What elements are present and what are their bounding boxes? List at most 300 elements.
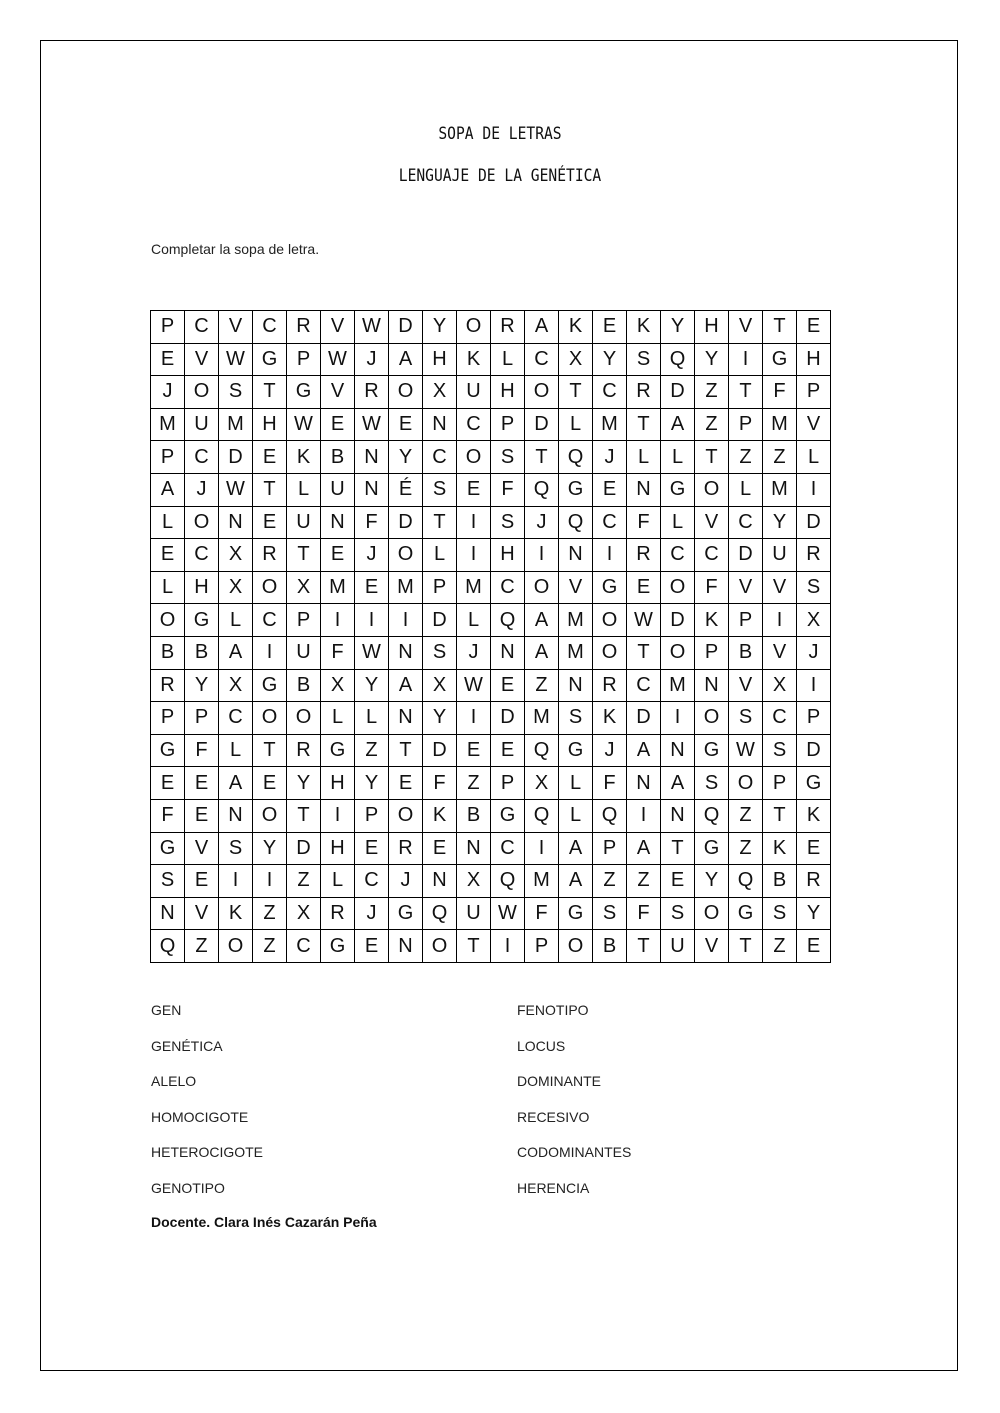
grid-cell[interactable]: O (525, 571, 559, 604)
grid-cell[interactable]: V (695, 506, 729, 539)
grid-cell[interactable]: Y (253, 832, 287, 865)
grid-cell[interactable]: L (661, 506, 695, 539)
grid-cell[interactable]: A (627, 734, 661, 767)
grid-cell[interactable]: X (287, 897, 321, 930)
grid-cell[interactable]: W (355, 311, 389, 344)
grid-cell[interactable]: D (797, 734, 831, 767)
grid-cell[interactable]: J (355, 897, 389, 930)
grid-cell[interactable]: C (627, 669, 661, 702)
grid-cell[interactable]: E (185, 799, 219, 832)
grid-cell[interactable]: Y (355, 767, 389, 800)
grid-cell[interactable]: I (661, 702, 695, 735)
grid-cell[interactable]: O (287, 702, 321, 735)
grid-cell[interactable]: R (491, 311, 525, 344)
grid-cell[interactable]: T (695, 441, 729, 474)
grid-cell[interactable]: L (423, 539, 457, 572)
grid-cell[interactable]: V (321, 376, 355, 409)
grid-cell[interactable]: M (559, 604, 593, 637)
grid-cell[interactable]: U (287, 636, 321, 669)
grid-cell[interactable]: V (185, 343, 219, 376)
grid-cell[interactable]: F (763, 376, 797, 409)
grid-cell[interactable]: S (695, 767, 729, 800)
grid-cell[interactable]: I (729, 343, 763, 376)
grid-cell[interactable]: B (151, 636, 185, 669)
grid-cell[interactable]: I (593, 539, 627, 572)
grid-cell[interactable]: H (321, 767, 355, 800)
grid-cell[interactable]: P (151, 702, 185, 735)
grid-cell[interactable]: U (287, 506, 321, 539)
grid-cell[interactable]: U (457, 897, 491, 930)
grid-cell[interactable]: G (729, 897, 763, 930)
grid-cell[interactable]: X (219, 571, 253, 604)
grid-cell[interactable]: E (491, 734, 525, 767)
grid-cell[interactable]: B (185, 636, 219, 669)
grid-cell[interactable]: M (321, 571, 355, 604)
grid-cell[interactable]: K (559, 311, 593, 344)
grid-cell[interactable]: S (729, 702, 763, 735)
grid-cell[interactable]: T (525, 441, 559, 474)
grid-cell[interactable]: V (321, 311, 355, 344)
grid-cell[interactable]: N (661, 799, 695, 832)
grid-cell[interactable]: E (457, 473, 491, 506)
grid-cell[interactable]: U (763, 539, 797, 572)
grid-cell[interactable]: E (253, 506, 287, 539)
grid-cell[interactable]: L (559, 767, 593, 800)
grid-cell[interactable]: R (253, 539, 287, 572)
grid-cell[interactable]: Z (763, 930, 797, 963)
grid-cell[interactable]: L (151, 506, 185, 539)
grid-cell[interactable]: V (729, 571, 763, 604)
grid-cell[interactable]: J (355, 343, 389, 376)
grid-cell[interactable]: D (423, 604, 457, 637)
grid-cell[interactable]: D (491, 702, 525, 735)
grid-cell[interactable]: F (185, 734, 219, 767)
grid-cell[interactable]: T (253, 376, 287, 409)
grid-cell[interactable]: D (729, 539, 763, 572)
grid-cell[interactable]: E (593, 473, 627, 506)
grid-cell[interactable]: T (627, 636, 661, 669)
grid-cell[interactable]: E (355, 832, 389, 865)
grid-cell[interactable]: S (763, 734, 797, 767)
grid-cell[interactable]: M (525, 702, 559, 735)
grid-cell[interactable]: F (151, 799, 185, 832)
grid-cell[interactable]: W (355, 636, 389, 669)
grid-cell[interactable]: O (593, 636, 627, 669)
grid-cell[interactable]: E (151, 767, 185, 800)
grid-cell[interactable]: D (525, 408, 559, 441)
grid-cell[interactable]: A (525, 604, 559, 637)
grid-cell[interactable]: L (355, 702, 389, 735)
grid-cell[interactable]: X (525, 767, 559, 800)
grid-cell[interactable]: Z (729, 832, 763, 865)
grid-cell[interactable]: C (423, 441, 457, 474)
grid-cell[interactable]: N (423, 408, 457, 441)
grid-cell[interactable]: T (457, 930, 491, 963)
grid-cell[interactable]: C (219, 702, 253, 735)
grid-cell[interactable]: C (185, 539, 219, 572)
grid-cell[interactable]: Y (423, 311, 457, 344)
grid-cell[interactable]: T (389, 734, 423, 767)
grid-cell[interactable]: P (729, 604, 763, 637)
grid-cell[interactable]: D (389, 311, 423, 344)
grid-cell[interactable]: L (151, 571, 185, 604)
grid-cell[interactable]: I (253, 636, 287, 669)
grid-cell[interactable]: H (491, 376, 525, 409)
grid-cell[interactable]: P (797, 702, 831, 735)
grid-cell[interactable]: N (559, 669, 593, 702)
grid-cell[interactable]: Y (661, 311, 695, 344)
grid-cell[interactable]: T (763, 799, 797, 832)
grid-cell[interactable]: E (389, 408, 423, 441)
grid-cell[interactable]: G (559, 473, 593, 506)
grid-cell[interactable]: G (389, 897, 423, 930)
grid-cell[interactable]: F (627, 506, 661, 539)
grid-cell[interactable]: I (491, 930, 525, 963)
grid-cell[interactable]: C (253, 604, 287, 637)
grid-cell[interactable]: E (593, 311, 627, 344)
grid-cell[interactable]: T (253, 734, 287, 767)
grid-cell[interactable]: É (389, 473, 423, 506)
grid-cell[interactable]: T (287, 799, 321, 832)
grid-cell[interactable]: Z (695, 408, 729, 441)
grid-cell[interactable]: L (559, 408, 593, 441)
grid-cell[interactable]: L (321, 865, 355, 898)
grid-cell[interactable]: Z (695, 376, 729, 409)
grid-cell[interactable]: S (219, 376, 253, 409)
grid-cell[interactable]: F (491, 473, 525, 506)
grid-cell[interactable]: J (355, 539, 389, 572)
grid-cell[interactable]: E (185, 865, 219, 898)
grid-cell[interactable]: M (389, 571, 423, 604)
grid-cell[interactable]: A (219, 767, 253, 800)
grid-cell[interactable]: Z (525, 669, 559, 702)
grid-cell[interactable]: K (287, 441, 321, 474)
grid-cell[interactable]: G (593, 571, 627, 604)
grid-cell[interactable]: S (559, 702, 593, 735)
grid-cell[interactable]: S (423, 473, 457, 506)
grid-cell[interactable]: E (389, 767, 423, 800)
grid-cell[interactable]: A (559, 832, 593, 865)
grid-cell[interactable]: V (763, 571, 797, 604)
grid-cell[interactable]: T (729, 376, 763, 409)
grid-cell[interactable]: T (287, 539, 321, 572)
grid-cell[interactable]: D (661, 604, 695, 637)
grid-cell[interactable]: T (627, 930, 661, 963)
grid-cell[interactable]: M (457, 571, 491, 604)
grid-cell[interactable]: N (627, 767, 661, 800)
grid-cell[interactable]: C (593, 376, 627, 409)
grid-cell[interactable]: V (559, 571, 593, 604)
grid-cell[interactable]: L (729, 473, 763, 506)
grid-cell[interactable]: W (287, 408, 321, 441)
grid-cell[interactable]: Z (457, 767, 491, 800)
grid-cell[interactable]: O (151, 604, 185, 637)
grid-cell[interactable]: I (389, 604, 423, 637)
grid-cell[interactable]: F (627, 897, 661, 930)
grid-cell[interactable]: L (219, 604, 253, 637)
grid-cell[interactable]: O (423, 930, 457, 963)
grid-cell[interactable]: R (593, 669, 627, 702)
grid-cell[interactable]: Y (593, 343, 627, 376)
grid-cell[interactable]: J (389, 865, 423, 898)
grid-cell[interactable]: D (219, 441, 253, 474)
grid-cell[interactable]: I (321, 604, 355, 637)
grid-cell[interactable]: W (321, 343, 355, 376)
grid-cell[interactable]: K (797, 799, 831, 832)
grid-cell[interactable]: E (627, 571, 661, 604)
grid-cell[interactable]: T (661, 832, 695, 865)
grid-cell[interactable]: T (559, 376, 593, 409)
grid-cell[interactable]: D (389, 506, 423, 539)
grid-cell[interactable]: U (661, 930, 695, 963)
grid-cell[interactable]: G (253, 669, 287, 702)
grid-cell[interactable]: L (321, 702, 355, 735)
grid-cell[interactable]: T (627, 408, 661, 441)
grid-cell[interactable]: P (185, 702, 219, 735)
grid-cell[interactable]: X (559, 343, 593, 376)
grid-cell[interactable]: O (389, 539, 423, 572)
grid-cell[interactable]: X (423, 376, 457, 409)
grid-cell[interactable]: C (457, 408, 491, 441)
grid-cell[interactable]: U (185, 408, 219, 441)
grid-cell[interactable]: O (661, 571, 695, 604)
grid-cell[interactable]: A (151, 473, 185, 506)
grid-cell[interactable]: W (355, 408, 389, 441)
grid-cell[interactable]: S (593, 897, 627, 930)
grid-cell[interactable]: F (695, 571, 729, 604)
grid-cell[interactable]: O (457, 311, 491, 344)
grid-cell[interactable]: O (695, 473, 729, 506)
grid-cell[interactable]: N (219, 506, 253, 539)
grid-cell[interactable]: S (491, 506, 525, 539)
grid-cell[interactable]: C (185, 441, 219, 474)
grid-cell[interactable]: M (219, 408, 253, 441)
grid-cell[interactable]: E (355, 930, 389, 963)
grid-cell[interactable]: K (457, 343, 491, 376)
grid-cell[interactable]: Y (287, 767, 321, 800)
grid-cell[interactable]: S (491, 441, 525, 474)
grid-cell[interactable]: R (287, 734, 321, 767)
grid-cell[interactable]: I (797, 669, 831, 702)
grid-cell[interactable]: O (389, 376, 423, 409)
grid-cell[interactable]: S (423, 636, 457, 669)
grid-cell[interactable]: A (389, 343, 423, 376)
grid-cell[interactable]: E (321, 408, 355, 441)
grid-cell[interactable]: E (253, 767, 287, 800)
grid-cell[interactable]: T (763, 311, 797, 344)
grid-cell[interactable]: O (457, 441, 491, 474)
grid-cell[interactable]: N (355, 441, 389, 474)
grid-cell[interactable]: Q (525, 799, 559, 832)
grid-cell[interactable]: C (287, 930, 321, 963)
grid-cell[interactable]: L (797, 441, 831, 474)
grid-cell[interactable]: C (491, 832, 525, 865)
grid-cell[interactable]: M (151, 408, 185, 441)
grid-cell[interactable]: L (219, 734, 253, 767)
grid-cell[interactable]: P (491, 767, 525, 800)
grid-cell[interactable]: O (185, 506, 219, 539)
grid-cell[interactable]: S (151, 865, 185, 898)
grid-cell[interactable]: Z (355, 734, 389, 767)
grid-cell[interactable]: G (287, 376, 321, 409)
grid-cell[interactable]: R (797, 865, 831, 898)
grid-cell[interactable]: E (355, 571, 389, 604)
grid-cell[interactable]: A (219, 636, 253, 669)
grid-cell[interactable]: T (729, 930, 763, 963)
grid-cell[interactable]: C (661, 539, 695, 572)
grid-cell[interactable]: B (457, 799, 491, 832)
grid-cell[interactable]: Z (593, 865, 627, 898)
grid-cell[interactable]: Z (253, 897, 287, 930)
grid-cell[interactable]: O (253, 799, 287, 832)
grid-cell[interactable]: R (627, 376, 661, 409)
grid-cell[interactable]: C (253, 311, 287, 344)
grid-cell[interactable]: G (491, 799, 525, 832)
grid-cell[interactable]: F (321, 636, 355, 669)
grid-cell[interactable]: P (797, 376, 831, 409)
grid-cell[interactable]: H (185, 571, 219, 604)
grid-cell[interactable]: J (151, 376, 185, 409)
grid-cell[interactable]: G (321, 930, 355, 963)
grid-cell[interactable]: O (389, 799, 423, 832)
grid-cell[interactable]: M (763, 408, 797, 441)
grid-cell[interactable]: I (763, 604, 797, 637)
grid-cell[interactable]: A (661, 767, 695, 800)
grid-cell[interactable]: D (797, 506, 831, 539)
grid-cell[interactable]: V (729, 311, 763, 344)
grid-cell[interactable]: V (729, 669, 763, 702)
grid-cell[interactable]: M (559, 636, 593, 669)
grid-cell[interactable]: E (661, 865, 695, 898)
grid-cell[interactable]: R (151, 669, 185, 702)
grid-cell[interactable]: V (797, 408, 831, 441)
grid-cell[interactable]: Y (797, 897, 831, 930)
grid-cell[interactable]: Z (729, 441, 763, 474)
grid-cell[interactable]: N (321, 506, 355, 539)
grid-cell[interactable]: O (559, 930, 593, 963)
grid-cell[interactable]: O (695, 702, 729, 735)
grid-cell[interactable]: K (627, 311, 661, 344)
grid-cell[interactable]: V (185, 832, 219, 865)
grid-cell[interactable]: K (593, 702, 627, 735)
grid-cell[interactable]: I (525, 832, 559, 865)
grid-cell[interactable]: U (457, 376, 491, 409)
grid-cell[interactable]: E (151, 343, 185, 376)
grid-cell[interactable]: E (423, 832, 457, 865)
grid-cell[interactable]: T (423, 506, 457, 539)
grid-cell[interactable]: G (763, 343, 797, 376)
grid-cell[interactable]: R (627, 539, 661, 572)
grid-cell[interactable]: I (457, 539, 491, 572)
grid-cell[interactable]: L (661, 441, 695, 474)
grid-cell[interactable]: P (593, 832, 627, 865)
grid-cell[interactable]: G (661, 473, 695, 506)
grid-cell[interactable]: E (491, 669, 525, 702)
grid-cell[interactable]: J (593, 441, 627, 474)
grid-cell[interactable]: V (763, 636, 797, 669)
grid-cell[interactable]: Q (559, 441, 593, 474)
grid-cell[interactable]: O (219, 930, 253, 963)
grid-cell[interactable]: N (151, 897, 185, 930)
grid-cell[interactable]: W (457, 669, 491, 702)
grid-cell[interactable]: J (525, 506, 559, 539)
grid-cell[interactable]: Q (593, 799, 627, 832)
grid-cell[interactable]: T (253, 473, 287, 506)
grid-cell[interactable]: H (253, 408, 287, 441)
grid-cell[interactable]: E (185, 767, 219, 800)
grid-cell[interactable]: B (321, 441, 355, 474)
grid-cell[interactable]: C (185, 311, 219, 344)
grid-cell[interactable]: P (525, 930, 559, 963)
grid-cell[interactable]: I (253, 865, 287, 898)
grid-cell[interactable]: I (797, 473, 831, 506)
grid-cell[interactable]: H (321, 832, 355, 865)
grid-cell[interactable]: C (491, 571, 525, 604)
grid-cell[interactable]: X (219, 669, 253, 702)
grid-cell[interactable]: Y (389, 441, 423, 474)
grid-cell[interactable]: C (593, 506, 627, 539)
grid-cell[interactable]: O (593, 604, 627, 637)
grid-cell[interactable]: D (423, 734, 457, 767)
grid-cell[interactable]: H (423, 343, 457, 376)
grid-cell[interactable]: R (321, 897, 355, 930)
grid-cell[interactable]: Z (253, 930, 287, 963)
grid-cell[interactable]: E (321, 539, 355, 572)
grid-cell[interactable]: P (355, 799, 389, 832)
grid-cell[interactable]: N (457, 832, 491, 865)
grid-cell[interactable]: G (151, 734, 185, 767)
grid-cell[interactable]: O (695, 897, 729, 930)
grid-cell[interactable]: X (219, 539, 253, 572)
grid-cell[interactable]: C (763, 702, 797, 735)
grid-cell[interactable]: Q (491, 604, 525, 637)
grid-cell[interactable]: Q (491, 865, 525, 898)
grid-cell[interactable]: Q (695, 799, 729, 832)
grid-cell[interactable]: X (321, 669, 355, 702)
grid-cell[interactable]: M (763, 473, 797, 506)
grid-cell[interactable]: H (797, 343, 831, 376)
grid-cell[interactable]: Q (661, 343, 695, 376)
grid-cell[interactable]: X (287, 571, 321, 604)
grid-cell[interactable]: S (797, 571, 831, 604)
grid-cell[interactable]: F (593, 767, 627, 800)
grid-cell[interactable]: Y (695, 865, 729, 898)
grid-cell[interactable]: A (559, 865, 593, 898)
grid-cell[interactable]: Y (763, 506, 797, 539)
grid-cell[interactable]: P (287, 343, 321, 376)
grid-cell[interactable]: G (559, 734, 593, 767)
grid-cell[interactable]: A (389, 669, 423, 702)
grid-cell[interactable]: M (661, 669, 695, 702)
grid-cell[interactable]: B (763, 865, 797, 898)
grid-cell[interactable]: G (185, 604, 219, 637)
grid-cell[interactable]: D (661, 376, 695, 409)
grid-cell[interactable]: F (355, 506, 389, 539)
grid-cell[interactable]: Q (729, 865, 763, 898)
grid-cell[interactable]: L (287, 473, 321, 506)
grid-cell[interactable]: N (423, 865, 457, 898)
grid-cell[interactable]: C (729, 506, 763, 539)
grid-cell[interactable]: Z (287, 865, 321, 898)
grid-cell[interactable]: G (151, 832, 185, 865)
grid-cell[interactable]: J (797, 636, 831, 669)
grid-cell[interactable]: N (389, 702, 423, 735)
grid-cell[interactable]: X (423, 669, 457, 702)
grid-cell[interactable]: J (185, 473, 219, 506)
grid-cell[interactable]: I (457, 506, 491, 539)
grid-cell[interactable]: H (695, 311, 729, 344)
grid-cell[interactable]: E (797, 930, 831, 963)
